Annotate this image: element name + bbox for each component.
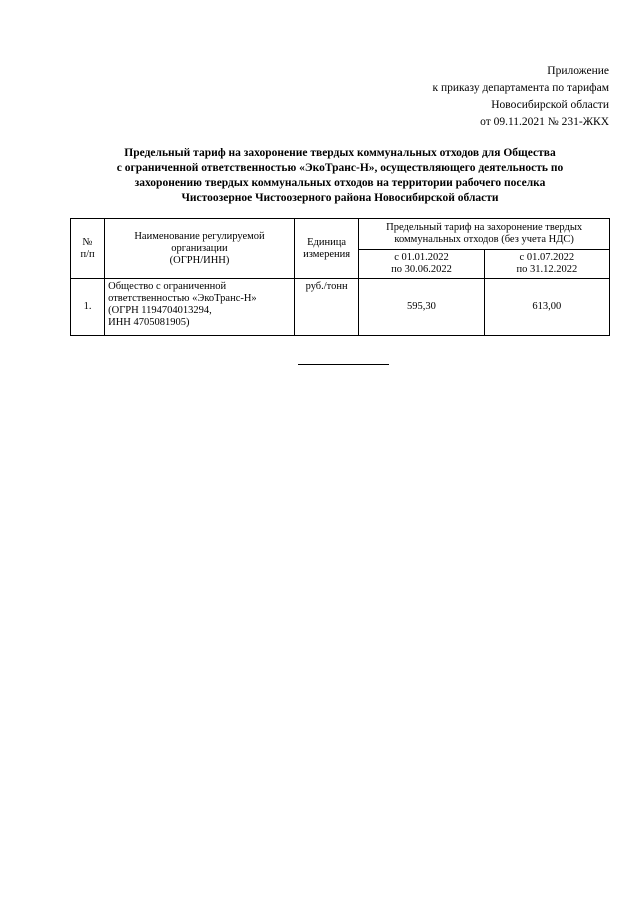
header-text: измерения	[303, 248, 351, 260]
title-line: с ограниченной ответственностью «ЭкоТранс-Н», осуществляющего деятельность по	[116, 162, 564, 174]
header-text: п/п	[80, 248, 95, 260]
header-period-2	[484, 250, 609, 279]
cell-unit: руб./тонн	[294, 279, 358, 336]
cell-text: Общество с ограниченной	[108, 281, 227, 292]
header-period-1	[359, 250, 484, 279]
cell-text: (ОГРН 1194704013294,	[108, 305, 212, 316]
appendix-line: Новосибирской области	[491, 99, 609, 111]
cell-organization	[105, 279, 295, 336]
header-unit	[294, 219, 358, 279]
title-line: Чистоозерное Чистоозерного района Новосибирской области	[181, 192, 499, 204]
header-text: коммунальных отходов (без учета НДС)	[394, 234, 574, 245]
cell-tariff-period-1: 595,30	[359, 279, 484, 336]
appendix-line: к приказу департамента по тарифам	[432, 82, 609, 94]
table-row	[71, 279, 610, 336]
header-number	[71, 219, 105, 279]
header-text: по 30.06.2022	[391, 264, 452, 275]
title-line: Предельный тариф на захоронение твердых коммунальных отходов для Общества	[124, 147, 556, 159]
cell-text: ответственностью «ЭкоТранс-Н»	[108, 293, 257, 304]
tariff-table	[70, 218, 610, 336]
header-text: по 31.12.2022	[516, 264, 578, 275]
appendix-block	[432, 63, 609, 131]
end-separator-line	[298, 364, 389, 365]
cell-text: ИНН 4705081905)	[108, 317, 190, 328]
title-line: захоронению твердых коммунальных отходов на территории рабочего поселка	[134, 177, 546, 189]
header-text: Единица	[307, 236, 347, 248]
header-text: (ОГРН/ИНН)	[169, 254, 230, 266]
cell-number: 1.	[71, 279, 105, 336]
header-text: Предельный тариф на захоронение твердых	[386, 222, 583, 233]
header-text: с 01.01.2022	[394, 252, 449, 263]
appendix-line: Приложение	[547, 65, 609, 77]
header-text: организации	[171, 242, 228, 254]
cell-tariff-period-2: 613,00	[484, 279, 609, 336]
header-organization	[105, 219, 295, 279]
header-text: №	[82, 236, 93, 248]
appendix-line: от 09.11.2021 № 231-ЖКХ	[480, 116, 609, 128]
header-text: Наименование регулируемой	[134, 230, 265, 242]
header-text: с 01.07.2022	[519, 252, 575, 263]
document-title	[70, 146, 610, 206]
header-tariff	[359, 219, 610, 250]
